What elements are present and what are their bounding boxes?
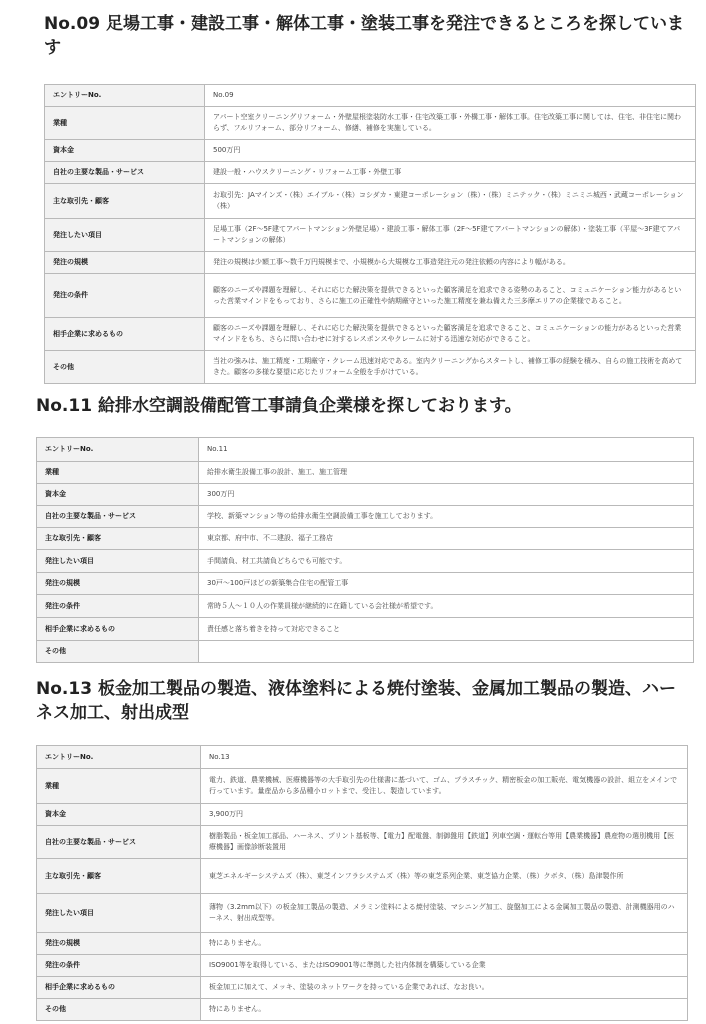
row-label: 発注したい項目 [37, 550, 199, 573]
table-row [45, 252, 696, 274]
row-value: 給排水衛生設備工事の設計、施工、施工管理 [199, 462, 694, 484]
table-row [37, 484, 694, 506]
row-value: アパート空室クリーニングリフォーム・外壁屋根塗装防水工事・住宅改築工事・外構工事・解体工事。住宅改築工事に関しては、住宅、非住宅に関わらず、フルリフォーム、部分リフォーム、修繕、補修を実施している。 [205, 107, 696, 140]
table-row [45, 140, 696, 162]
row-label: 発注の条件 [37, 955, 201, 977]
row-label: エントリーNo. [37, 438, 199, 462]
row-value: 500万円 [205, 140, 696, 162]
row-label: 資本金 [37, 804, 201, 826]
table-row [45, 274, 696, 318]
table-row [37, 955, 688, 977]
table-row [37, 859, 688, 894]
row-label: 業種 [45, 107, 205, 140]
row-label: 発注の条件 [37, 595, 199, 618]
row-value: 3,900万円 [201, 804, 688, 826]
row-label: その他 [37, 641, 199, 663]
row-label: 相手企業に求めるもの [37, 977, 201, 999]
table-row [37, 894, 688, 933]
row-label: 主な取引先・顧客 [37, 528, 199, 550]
row-label: 自社の主要な製品・サービス [37, 506, 199, 528]
table-row [37, 826, 688, 859]
row-value: No.13 [201, 746, 688, 769]
row-label: 自社の主要な製品・サービス [37, 826, 201, 859]
table-row [45, 107, 696, 140]
row-value: 300万円 [199, 484, 694, 506]
table-row [37, 933, 688, 955]
section-title: No.13 板金加工製品の製造、液体塗料による焼付塗装、金属加工製品の製造、ハーネス加工、射出成型 [36, 679, 676, 723]
table-row [45, 351, 696, 384]
row-label: エントリーNo. [45, 85, 205, 107]
table-row [45, 162, 696, 184]
table-row [45, 85, 696, 107]
row-label: 資本金 [45, 140, 205, 162]
table-row [37, 977, 688, 999]
table-row [37, 462, 694, 484]
row-label: 発注の条件 [45, 274, 205, 318]
row-label: エントリーNo. [37, 746, 201, 769]
row-label: 発注の規模 [37, 933, 201, 955]
row-label: 主な取引先・顧客 [37, 859, 201, 894]
row-value [199, 641, 694, 663]
row-label: 資本金 [37, 484, 199, 506]
entry-table [36, 745, 688, 1021]
row-label: 発注の規模 [37, 573, 199, 595]
row-label: 自社の主要な製品・サービス [45, 162, 205, 184]
table-row [45, 318, 696, 351]
entry-table [44, 84, 696, 384]
row-value: 板金加工に加えて、メッキ、塗装のネットワークを持っている企業であれば、なお良い。 [201, 977, 688, 999]
row-label: その他 [37, 999, 201, 1021]
table-row [37, 618, 694, 641]
row-label: 業種 [37, 769, 201, 804]
table-row [37, 550, 694, 573]
table-row [37, 746, 688, 769]
row-value: 特にありません。 [201, 933, 688, 955]
row-value: 30戸～100戸ほどの新築集合住宅の配管工事 [199, 573, 694, 595]
row-value: 特にありません。 [201, 999, 688, 1021]
table-row [37, 804, 688, 826]
row-value: 学校、新築マンション等の給排水衛生空調設備工事を施工しております。 [199, 506, 694, 528]
row-value: ISO9001等を取得している、またはISO9001等に準拠した社内体制を構築している企業 [201, 955, 688, 977]
row-value: 発注の規模は少額工事～数千万円規模まで、小規模から大規模な工事造発注元の発注依頼の内容により幅がある。 [205, 252, 696, 274]
table-row [37, 769, 688, 804]
table-row [37, 573, 694, 595]
row-label: 相手企業に求めるもの [45, 318, 205, 351]
row-value: 常時５人～１０人の作業員様が継続的に在籍している会社様が希望です。 [199, 595, 694, 618]
row-value: 顧客のニーズや課題を理解し、それに応じた解決策を提供できるといった顧客満足を追求できる姿勢のあること、コミュニケーション能力があるといった営業マインドをもっており、さらに施工の正確性や納期厳守といった施工精度を兼ね備えた三多摩エリアの企業様であること。 [205, 274, 696, 318]
row-value: 樹脂製品・板金加工部品、ハーネス、プリント基板等、【電力】配電盤、制御盤用【鉄道】列車空調・運転台等用【農業機器】農産物の選別機用【医療機器】画像診断装置用 [201, 826, 688, 859]
row-value: 建設一般・ハウスクリーニング・リフォーム工事・外壁工事 [205, 162, 696, 184]
row-label: 相手企業に求めるもの [37, 618, 199, 641]
table-row [37, 506, 694, 528]
table-row [37, 595, 694, 618]
table-row [37, 999, 688, 1021]
row-value: 顧客のニーズや課題を理解し、それに応じた解決策を提供できるといった顧客満足を追求できること、コミュニケーションの能力があるといった営業マインドをもち、さらに問い合わせに対するレスポンスやクレームに対する迅速な対応ができること。 [205, 318, 696, 351]
row-value: No.09 [205, 85, 696, 107]
row-label: 発注したい項目 [45, 219, 205, 252]
table-row [37, 641, 694, 663]
row-value: 当社の強みは、施工精度・工期厳守・クレーム迅速対応である。室内クリーニングからスタートし、補修工事の経験を積み、自らの施工技術を高めてきた。顧客の多様な要望に応じたリフォーム全般を手がけている。 [205, 351, 696, 384]
row-value: 電力、鉄道、農業機械、医療機器等の大手取引先の仕様書に基づいて、ゴム、プラスチック、精密板金の加工販売、電気機器の設計、組立をメインで行っています。量産品から多品種小ロットまで、受注し、製造しています。 [201, 769, 688, 804]
row-label: 発注したい項目 [37, 894, 201, 933]
row-value: No.11 [199, 438, 694, 462]
row-value: お取引先：JAマインズ・（株）エイブル・（株）コシダカ・東建コーポレーション（株）・（株）ミニテック・（株）ミニミニ城西・武蔵コーポレーション（株） [205, 184, 696, 219]
row-label: 業種 [37, 462, 199, 484]
row-label: 発注の規模 [45, 252, 205, 274]
table-row [37, 528, 694, 550]
table-row [45, 184, 696, 219]
row-value: 足場工事（2F～5F建てアパートマンション外壁足場）・建設工事・解体工事（2F～5F建てアパートマンションの解体）・塗装工事（平屋～3F建てアパートマンションの解体） [205, 219, 696, 252]
row-label: 主な取引先・顧客 [45, 184, 205, 219]
section-title: No.11 給排水空調設備配管工事請負企業様を探しております。 [36, 396, 522, 416]
section-title: No.09 足場工事・建設工事・解体工事・塗装工事を発注できるところを探しています [44, 14, 684, 58]
row-label: その他 [45, 351, 205, 384]
entry-table [36, 437, 694, 663]
row-value: 手間請負、材工共請負どちらでも可能です。 [199, 550, 694, 573]
row-value: 薄物（3.2mm以下）の板金加工製品の製造、メラミン塗料による焼付塗装、マシニング加工、旋盤加工による金属加工製品の製造、計測機器用のハーネス、射出成型等。 [201, 894, 688, 933]
row-value: 東京都、府中市、不二建設、福子工務店 [199, 528, 694, 550]
row-value: 責任感と落ち着きを持って対応できること [199, 618, 694, 641]
table-row [37, 438, 694, 462]
row-value: 東芝エネルギーシステムズ（株）、東芝インフラシステムズ（株）等の東芝系列企業、東芝協力企業、（株）クボタ、（株）島津製作所 [201, 859, 688, 894]
table-row [45, 219, 696, 252]
